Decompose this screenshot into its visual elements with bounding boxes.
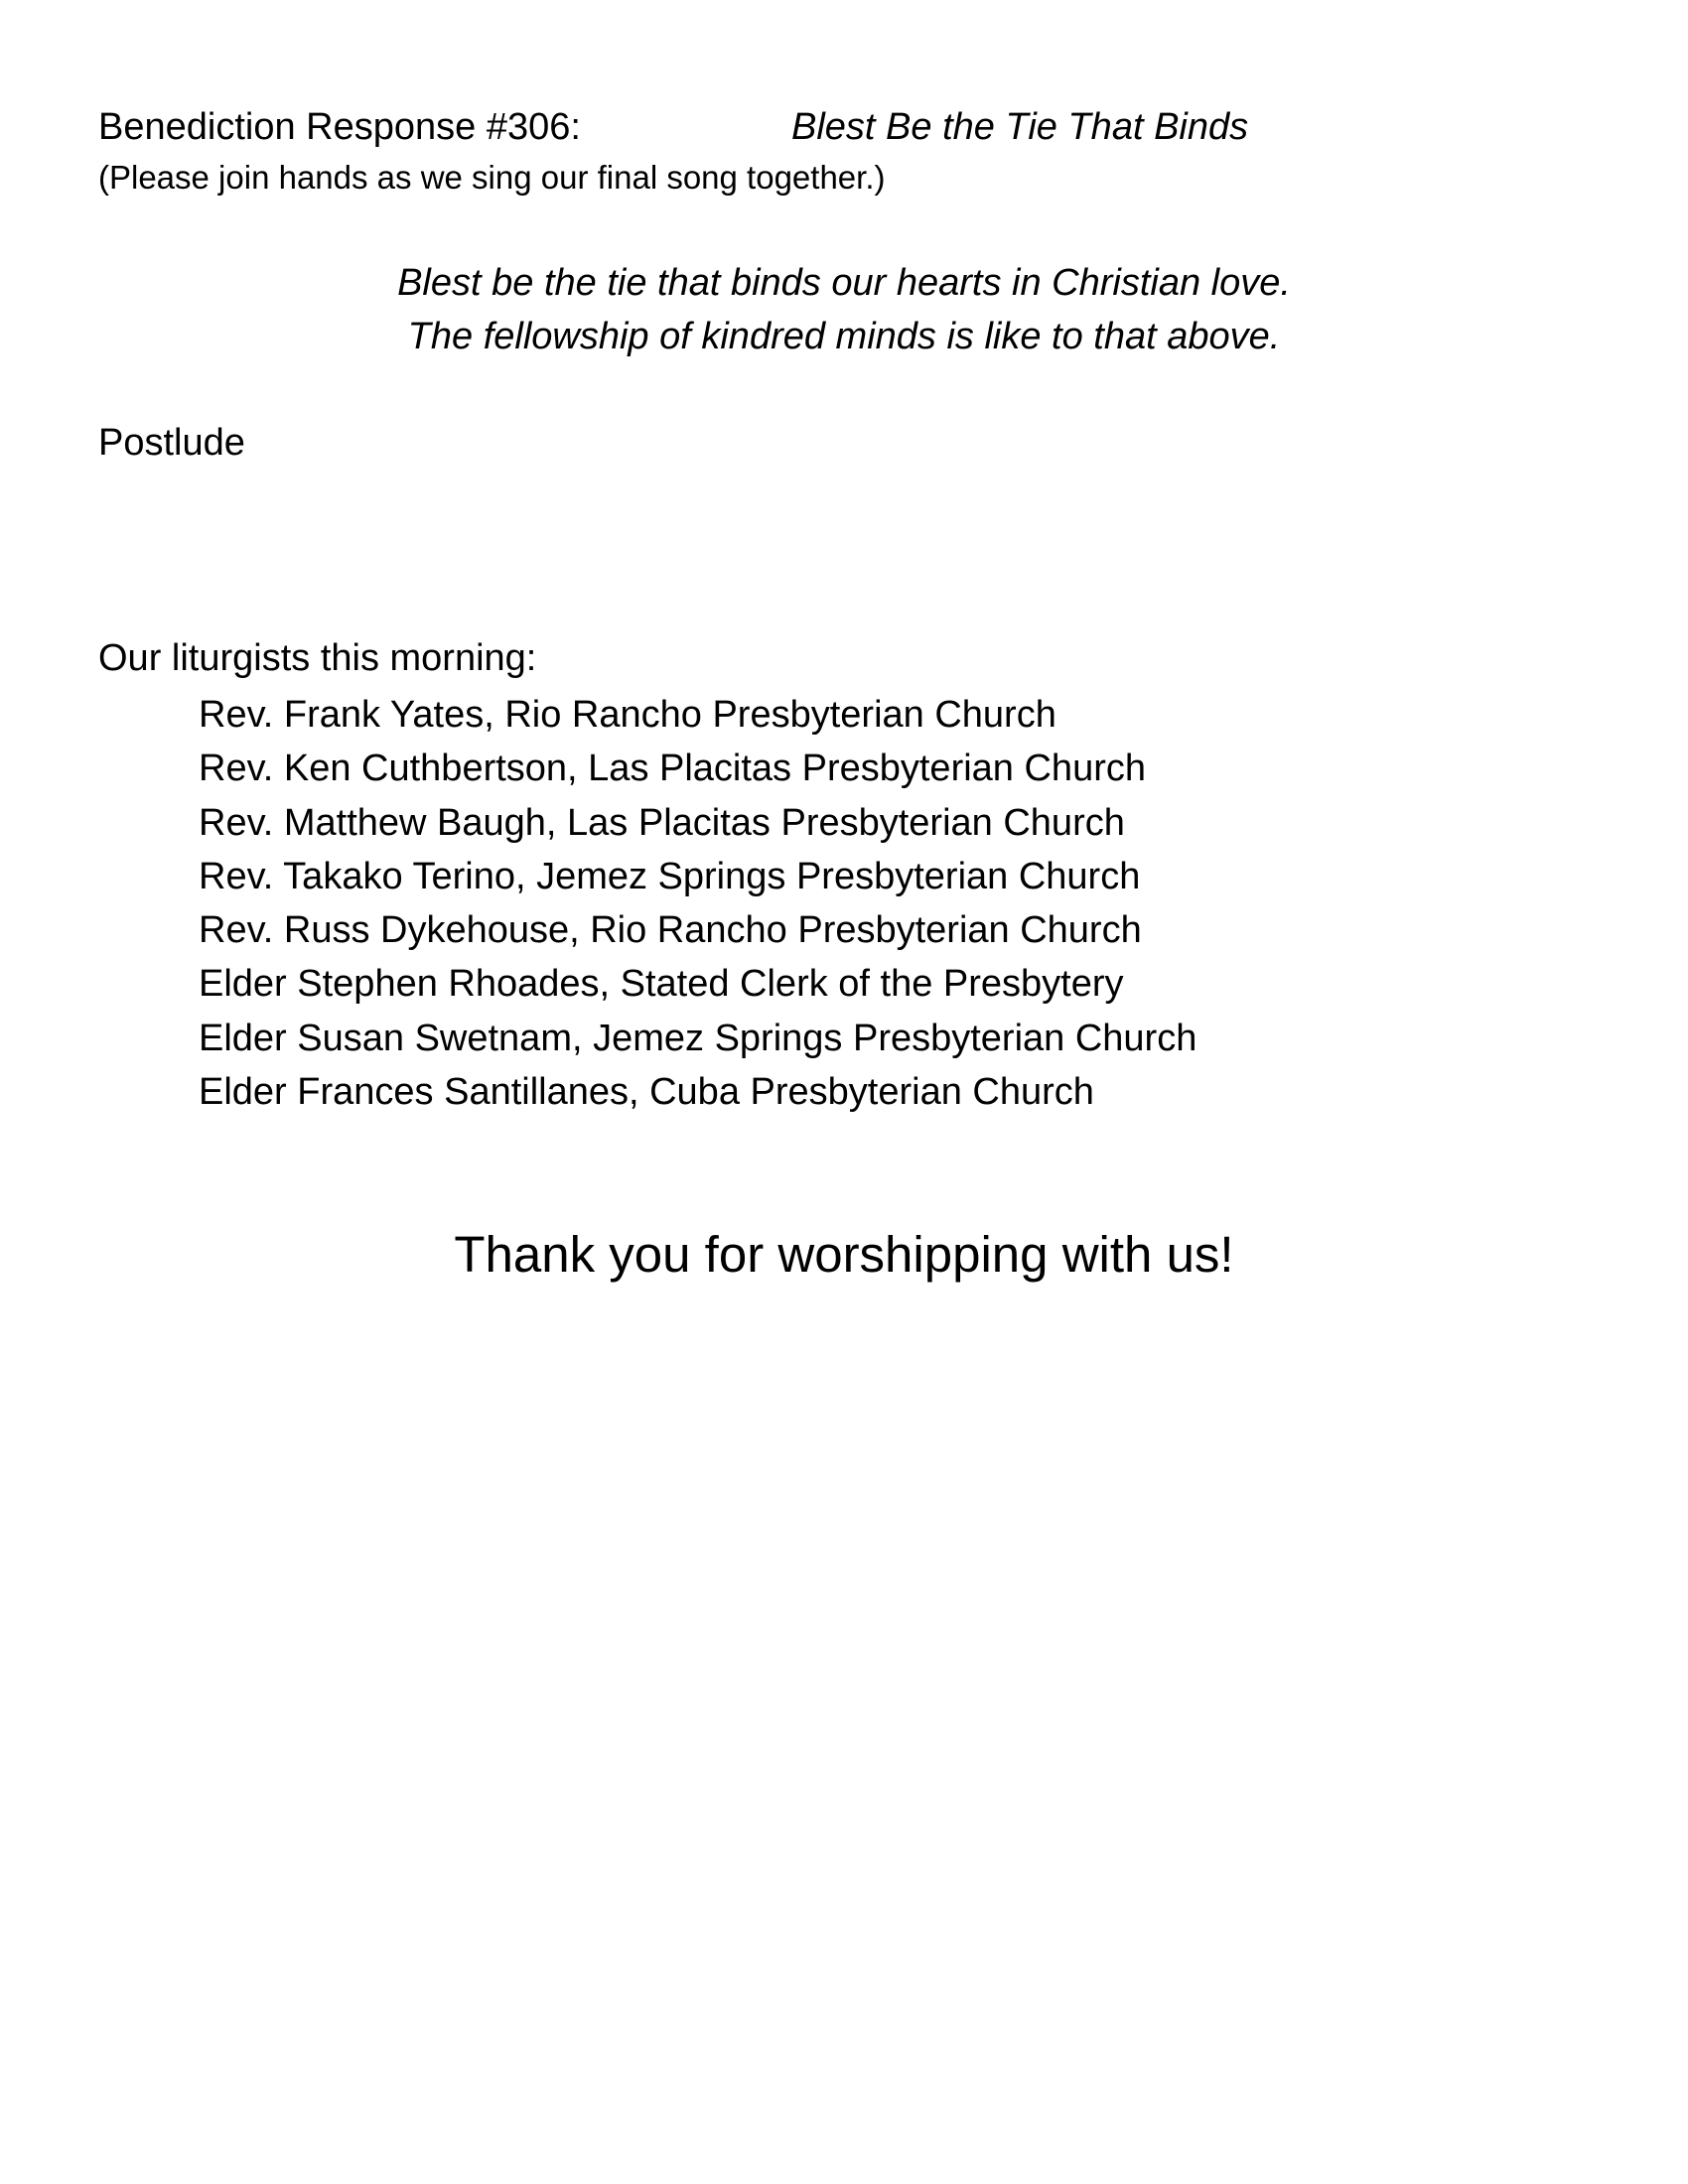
liturgist-item: Elder Susan Swetnam, Jemez Springs Presbyterian Church xyxy=(199,1017,1197,1059)
liturgist-item: Rev. Frank Yates, Rio Rancho Presbyterian Church xyxy=(199,694,1056,736)
lyric-line: Blest be the tie that binds our hearts in Christian love. xyxy=(397,262,1291,304)
hymn-title: Blest Be the Tie That Binds xyxy=(791,106,1249,148)
lyric-line: The fellowship of kindred minds is like to that above. xyxy=(407,316,1281,357)
benediction-label: Benediction Response #306: xyxy=(98,106,581,148)
liturgist-item: Elder Stephen Rhoades, Stated Clerk of the Presbytery xyxy=(199,963,1124,1006)
join-hands-instruction: (Please join hands as we sing our final song together.) xyxy=(98,159,886,196)
liturgists-heading: Our liturgists this morning: xyxy=(98,637,537,679)
benediction-heading xyxy=(98,103,1290,151)
liturgists-list xyxy=(199,688,1196,1119)
liturgist-item: Rev. Ken Cuthbertson, Las Placitas Presbyterian Church xyxy=(199,748,1146,790)
liturgist-item: Elder Frances Santillanes, Cuba Presbyterian Church xyxy=(199,1071,1094,1114)
hymn-lyrics xyxy=(0,256,1688,363)
liturgist-item: Rev. Russ Dykehouse, Rio Rancho Presbyterian Church xyxy=(199,909,1142,952)
liturgist-item: Rev. Matthew Baugh, Las Placitas Presbyterian Church xyxy=(199,801,1125,844)
liturgist-item: Rev. Takako Terino, Jemez Springs Presbyterian Church xyxy=(199,855,1141,897)
postlude-label: Postlude xyxy=(98,422,245,464)
closing-thank-you: Thank you for worshipping with us! xyxy=(454,1226,1234,1283)
